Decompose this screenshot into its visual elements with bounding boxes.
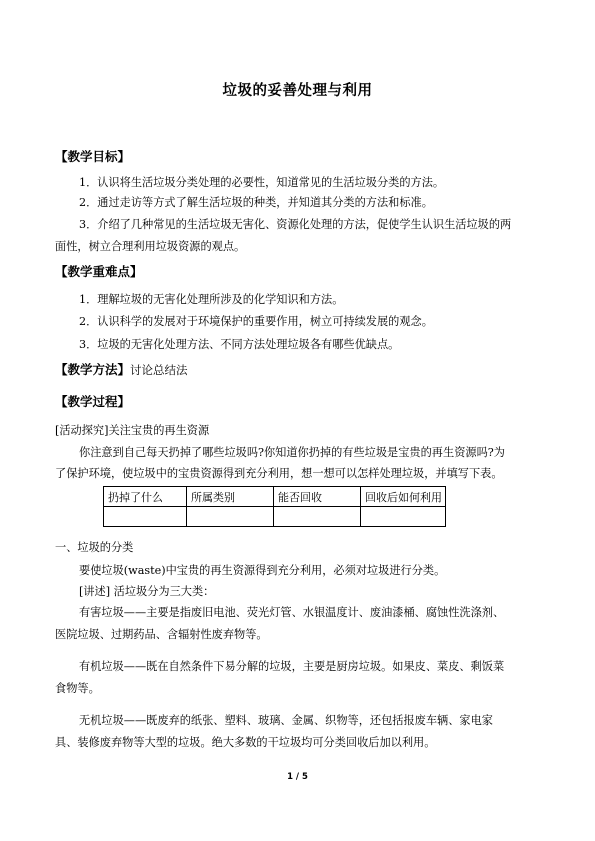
table-cell (104, 507, 187, 527)
paragraph-line: 无机垃圾——既废弃的纸张、塑料、玻璃、金属、织物等，还包括报废车辆、家电家 (79, 714, 493, 727)
section-heading-method (55, 360, 188, 378)
key-point-item: 2．认识科学的发展对于环境保护的重要作用，树立可持续发展的观念。 (79, 315, 433, 328)
paragraph-line: 了保护环境，使垃圾中的宝贵资源得到充分利用，想一想可以怎样处理垃圾，并填写下表。 (55, 467, 503, 480)
paragraph-line: [讲述] 活垃圾分为三大类： (79, 585, 215, 598)
table-header-cell: 能否回收 (274, 487, 361, 507)
table-header-row (104, 487, 446, 507)
objective-item: 1．认识将生活垃圾分类处理的必要性，知道常见的生活垃圾分类的方法。 (79, 176, 445, 189)
section-heading-process: 【教学过程】 (55, 394, 131, 409)
objective-item: 3．介绍了几种常见的生活垃圾无害化、资源化处理的方法，促使学生认识生活垃圾的两 (79, 218, 512, 231)
paragraph-line: 具、装修废弃物等大型的垃圾。绝大多数的干垃圾均可分类回收后加以利用。 (55, 736, 436, 749)
table-header-cell: 扔掉了什么 (104, 487, 187, 507)
paragraph-line: 食物等。 (55, 682, 100, 695)
method-value: 讨论总结法 (130, 363, 188, 377)
table-cell (187, 507, 274, 527)
section-heading-key-points: 【教学重难点】 (55, 264, 143, 279)
table-row (104, 507, 446, 527)
table-header-cell: 所属类别 (187, 487, 274, 507)
objective-item-continuation: 面性，树立合理利用垃圾资源的观点。 (55, 240, 246, 253)
key-point-item: 1．理解垃圾的无害化处理所涉及的化学知识和方法。 (79, 293, 344, 306)
page-number: 1 / 5 (287, 772, 308, 782)
paragraph-line: 有害垃圾——主要是指废旧电池、荧光灯管、水银温度计、废油漆桶、腐蚀性洗涤剂、 (79, 606, 505, 619)
activity-table (103, 486, 446, 527)
document-title: 垃圾的妥善处理与利用 (222, 83, 373, 99)
section-heading-objectives: 【教学目标】 (55, 149, 131, 164)
paragraph-line: 要使垃圾(waste)中宝贵的再生资源得到充分利用，必须对垃圾进行分类。 (79, 564, 446, 577)
subheading: 一、垃圾的分类 (55, 541, 134, 554)
objective-item: 2．通过走访等方式了解生活垃圾的种类，并知道其分类的方法和标准。 (79, 196, 433, 209)
paragraph-line: 医院垃圾、过期药品、含辐射性废弃物等。 (55, 628, 268, 641)
paragraph-line: 有机垃圾——既在自然条件下易分解的垃圾，主要是厨房垃圾。如果皮、菜皮、剩饭菜 (79, 660, 505, 673)
key-point-item: 3．垃圾的无害化处理方法、不同方法处理垃圾各有哪些优缺点。 (79, 338, 400, 351)
method-label: 【教学方法】 (55, 362, 131, 377)
activity-heading: [活动探究]关注宝贵的再生资源 (55, 424, 210, 437)
table-cell (274, 507, 361, 527)
table-cell (361, 507, 446, 527)
table-header-cell: 回收后如何利用 (361, 487, 446, 507)
paragraph-line: 你注意到自己每天扔掉了哪些垃圾吗?你知道你扔掉的有些垃圾是宝贵的再生资源吗?为 (79, 446, 505, 459)
